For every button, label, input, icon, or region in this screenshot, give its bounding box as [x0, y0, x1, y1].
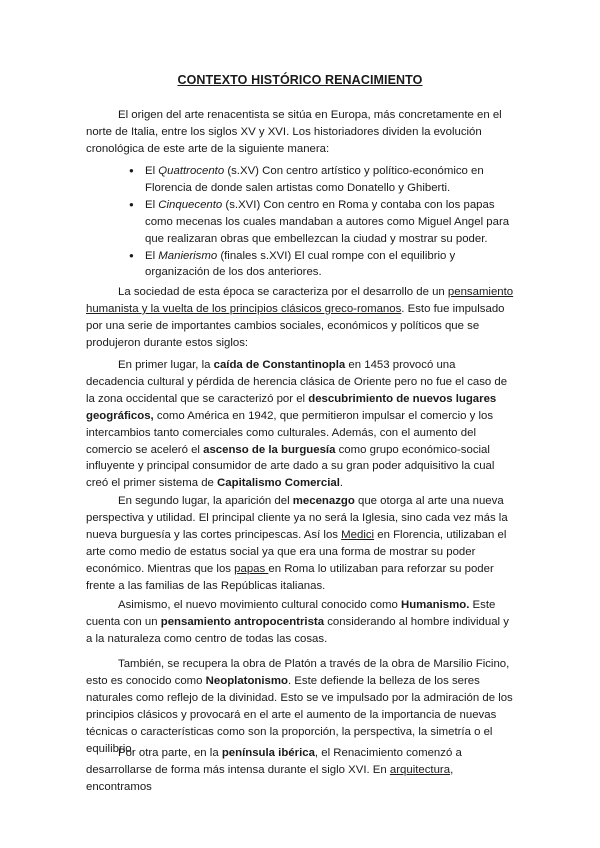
- intro-paragraph: El origen del arte renacentista se sitúa en Europa, más concretamente en el norte de Italia, entre los siglos XV y XVI. Los historiadores dividen la evolución cronológica de este arte de la siguiente manera:: [86, 109, 502, 155]
- period-name: Quattrocento: [158, 165, 225, 177]
- medici-link: Medici: [341, 528, 375, 541]
- papas-link: papas: [234, 562, 269, 575]
- page-title: CONTEXTO HISTÓRICO RENACIMIENTO: [177, 73, 423, 87]
- list-item: ● El Cinquecento (s.XVI) Con centro en Roma y contaba con los papas como mecenas los cuales mandaban a autores como Miguel Angel para que realizaran obras que embellezcan la ciudad y mostrar su poder.: [145, 197, 517, 248]
- first-factor-paragraph: En primer lugar, la caída de Constantinopla en 1453 provocó una decadencia cultural y pérdida de herencia clásica de Oriente pero no fue el caso de la zona occidental que se caracterizó por el descubrimiento de nuevos lugares geográficos, como América en 1942, que permitieron impulsar el comercio y los intercambios tanto comerciales como culturales. Además, con el aumento del comercio se aceleró el ascenso de la burguesía como grupo económico-social influyente y principal consumidor de arte dado a su gran poder adquisitivo la cual creó el primer sistema de Capitalismo Comercial.: [86, 359, 508, 490]
- society-paragraph: La sociedad de esta época se caracteriza por el desarrollo de un pensamiento humanista y la vuelta de los principios clásicos greco-romanos. Esto fue impulsado por una serie de importantes cambios sociales, económicos y políticos que se produjeron durante estos siglos:: [86, 286, 514, 349]
- period-name: Cinquecento: [158, 198, 223, 211]
- list-item: ● El Manierismo (finales s.XVI) El cual rompe con el equilibrio y organización de los dos anteriores.: [145, 248, 517, 282]
- arquitectura-link: arquitectura: [389, 763, 451, 776]
- humanism-paragraph: Asimismo, el nuevo movimiento cultural conocido como Humanismo. Este cuenta con un pensamiento antropocentrista considerando al hombre individual y a la naturaleza como centro de todas las cosas.: [86, 599, 509, 645]
- neoplatonism-paragraph: También, se recupera la obra de Platón a través de la obra de Marsilio Ficino, esto es conocido como Neoplatonismo. Este defiende la belleza de los seres naturales como reflejo de la divinidad. Esto se ve impulsado por la admiración de los principios clásicos y provocará en el arte el aumento de la importancia de nuevas técnicas o características como son la proporción, la perspectiva, la simetría o el equilibrio.: [86, 658, 513, 755]
- period-name: Manierismo: [158, 249, 218, 262]
- list-item: ● El Quattrocento (s.XV) Con centro artístico y político-económico en Florencia de donde salen artistas como Donatello y Ghiberti.: [145, 163, 517, 197]
- iberian-paragraph: Por otra parte, en la península ibérica, el Renacimiento comenzó a desarrollarse de forma más intensa durante el siglo XVI. En arquitectura, encontramos: [86, 747, 462, 793]
- humanist-thought-link: pensamiento humanista y la vuelta de los principios clásicos greco-romanos: [86, 286, 514, 315]
- periods-list: [145, 163, 517, 281]
- second-factor-paragraph: En segundo lugar, la aparición del mecenazgo que otorga al arte una nueva perspectiva y utilidad. El principal cliente ya no será la Iglesia, sino cada vez más la nueva burguesía y las cortes principescas. Así los Medici en Florencia, utilizaban el arte como medio de estatus social ya que era una forma de mostrar su poder económico. Mientras que los papas en Roma lo utilizaban para reforzar su poder frente a las familias de las Repúblicas italianas.: [86, 495, 508, 592]
